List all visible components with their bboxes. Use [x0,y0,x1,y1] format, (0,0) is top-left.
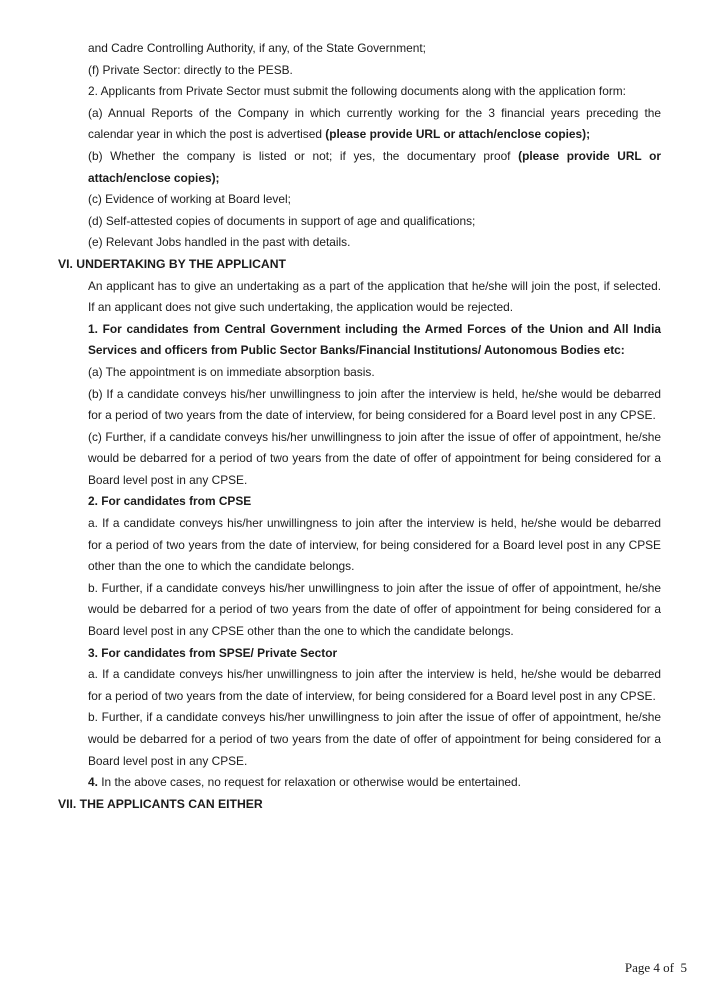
list-item-self-attested-copies: (d) Self-attested copies of documents in support of age and qualifications; [88,213,476,228]
list-item-company-listed-bold-note: (please provide URL or attach/enclose copies); [88,148,661,185]
list-item-debar-offer-spse: b. Further, if a candidate conveys his/her unwillingness to join after the issue of offer of appointment, he/she would be debarred for a period of two years from the date of offer of appointment for being considered for a Board level post in any CPSE. [88,710,661,768]
page-content [58,38,661,815]
list-item-company-listed-text: (b) Whether the company is listed or not; if yes, the documentary proof [88,148,519,163]
subheading-spse-private-sector: 3. For candidates from SPSE/ Private Sector [88,645,338,660]
paragraph-cadre-authority: and Cadre Controlling Authority, if any, of the State Government; [88,41,426,55]
list-item-debar-interview-central: (b) If a candidate conveys his/her unwillingness to join after the interview is held, he/she would be debarred for a period of two years from the date of interview, for being considered for a Board level post in any CPSE. [88,386,661,423]
list-item-annual-reports [88,103,661,146]
list-item-board-evidence: (c) Evidence of working at Board level; [88,192,291,207]
subheading-central-government: 1. For candidates from Central Government including the Armed Forces of the Union and All India Services and officers from Public Sector Banks/Financial Institutions/ Autonomous Bodies etc: [88,321,661,358]
paragraph-private-sector-pesb: (f) Private Sector: directly to the PESB. [88,62,293,77]
page-number: Page 4 of 5 [624,960,687,975]
list-item-immediate-absorption: (a) The appointment is on immediate absorption basis. [88,364,375,379]
paragraph-private-sector-documents: 2. Applicants from Private Sector must submit the following documents along with the application form: [88,84,626,99]
list-item-relevant-jobs: (e) Relevant Jobs handled in the past with details. [88,235,351,250]
section-vii-heading: VII. THE APPLICANTS CAN EITHER [58,796,263,811]
list-item-debar-offer-cpse: b. Further, if a candidate conveys his/her unwillingness to join after the issue of offer of appointment, he/she would be debarred for a period of two years from the date of offer of appointment for being considered for a Board level post in any CPSE other than the one to which the candidate belongs. [88,580,661,639]
paragraph-no-relaxation [88,772,661,794]
list-item-company-listed [88,146,661,189]
paragraph-undertaking-intro: An applicant has to give an undertaking as a part of the application that he/she will join the post, if selected. If an applicant does not give such undertaking, the application would be rejected. [88,278,661,315]
paragraph-no-relaxation-number: 4. [88,775,98,790]
list-item-debar-offer-central: (c) Further, if a candidate conveys his/her unwillingness to join after the issue of offer of appointment, he/she would be debarred for a period of two years from the date of offer of appointment for being considered for a Board level post in any CPSE. [88,429,661,487]
section-vi-heading: VI. UNDERTAKING BY THE APPLICANT [58,256,286,271]
paragraph-no-relaxation-text: In the above cases, no request for relaxation or otherwise would be entertained. [97,775,521,790]
subheading-cpse: 2. For candidates from CPSE [88,494,252,509]
list-item-annual-reports-text: (a) Annual Reports of the Company in which currently working for the 3 financial years preceding the calendar year in which the post is advertised [88,105,661,142]
list-item-debar-interview-cpse: a. If a candidate conveys his/her unwillingness to join after the interview is held, he/she would be debarred for a period of two years from the date of interview, for being considered for a Board level post in any CPSE other than the one to which the candidate belongs. [88,516,661,574]
list-item-debar-interview-spse: a. If a candidate conveys his/her unwillingness to join after the interview is held, he/she would be debarred for a period of two years from the date of interview, for being considered for a Board level post in any CPSE. [88,667,661,703]
list-item-annual-reports-bold-note: (please provide URL or attach/enclose copies); [325,127,591,142]
